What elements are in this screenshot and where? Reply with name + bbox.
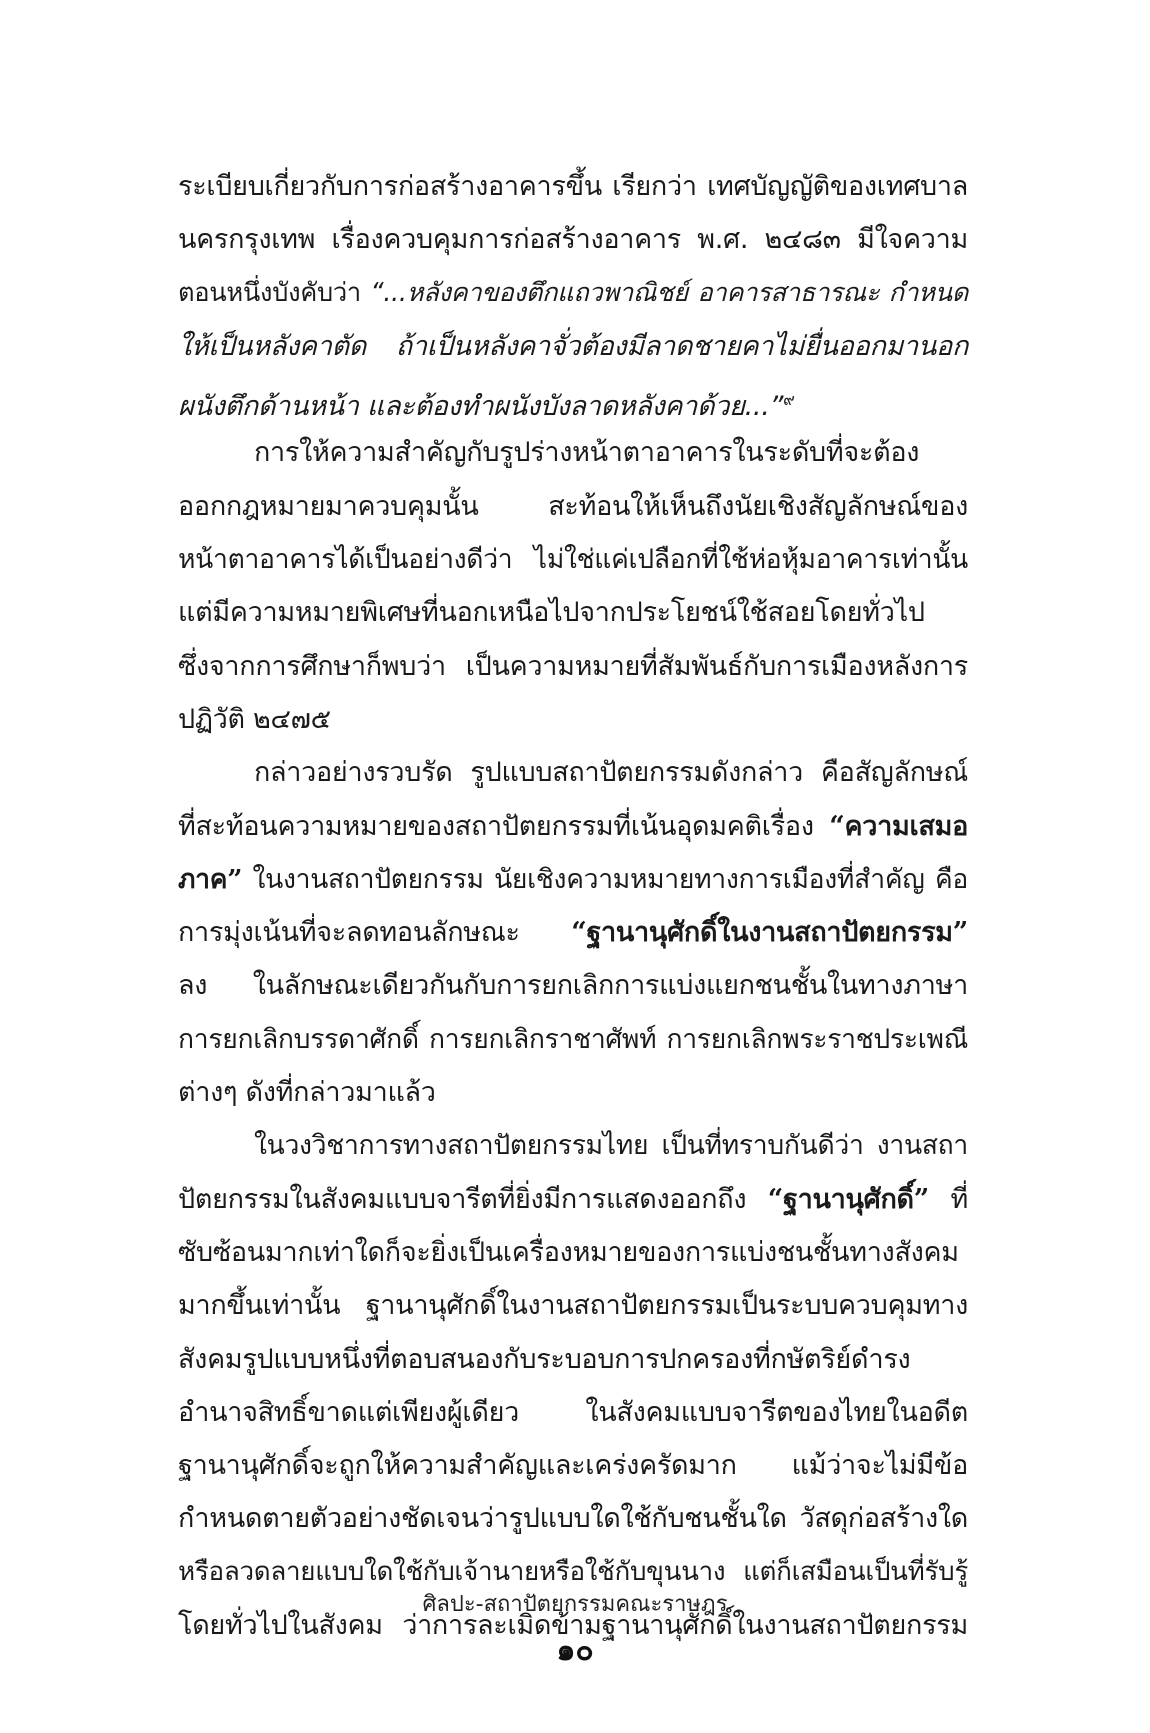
p1-line-4: ให้เป็นหลังคาตัด ถ้าเป็นหลังคาจั่วต้องมีลาดชายคาไม่ยื่นออกมานอก <box>178 330 968 362</box>
p3-line-4-text: การมุ่งเน้นที่จะลดทอนลักษณะ <box>178 917 572 949</box>
p3-line-1: กล่าวอย่างรวบรัด รูปแบบสถาปัตยกรรมดังกล่าว คือสัญลักษณ์ <box>254 757 968 789</box>
p4-line-1: ในวงวิชาการทางสถาปัตยกรรมไทย เป็นที่ทราบกันดีว่า งานสถา <box>254 1130 968 1162</box>
open-quote: “ <box>829 810 845 842</box>
p4-line-8: กำหนดตายตัวอย่างชัดเจนว่ารูปแบบใดใช้กับชนชั้นใด วัสดุก่อสร้างใด <box>178 1503 968 1535</box>
p3-line-3 <box>178 853 968 906</box>
p1-line-3-lead: ตอนหนึ่งบังคับว่า <box>178 277 371 308</box>
p4-line-5: สังคมรูปแบบหนึ่งที่ตอบสนองกับระบอบการปกครองที่กษัตริย์ดำรง <box>178 1343 911 1375</box>
running-footer-book-title: ศิลปะ-สถาปัตยกรรมคณะราษฎร <box>422 1592 728 1617</box>
p4-line-2-text: ปัตยกรรมในสังคมแบบจารีตที่ยิ่งมีการแสดงออกถึง <box>178 1183 768 1215</box>
p4-line-3: ซับซ้อนมากเท่าใดก็จะยิ่งเป็นเครื่องหมายของการแบ่งชนชั้นทางสังคม <box>178 1236 959 1268</box>
quote-end: ผนังตึกด้านหน้า และต้องทำผนังบังลาดหลังคาด้วย...” <box>178 391 784 423</box>
term-hierarchy: ฐานานุศักดิ์ <box>782 1183 914 1215</box>
close-quote: ” <box>227 863 243 895</box>
p2-line-4: แต่มีความหมายพิเศษที่นอกเหนือไปจากประโยชน์ใช้สอยโดยทั่วไป <box>178 597 925 629</box>
p3-line-6: การยกเลิกบรรดาศักดิ์ การยกเลิกราชาศัพท์ การยกเลิกพระราชประเพณี <box>178 1023 968 1055</box>
p4-line-6: อำนาจสิทธิ์ขาดแต่เพียงผู้เดียว ในสังคมแบบจารีตของไทยในอดีต <box>178 1396 968 1428</box>
quote-start: “...หลังคาของตึกแถวพาณิชย์ อาคารสาธารณะ กำหนด <box>370 277 968 308</box>
p4-line-4: มากขึ้นเท่านั้น ฐานานุศักดิ์ในงานสถาปัตยกรรมเป็นระบบควบคุมทาง <box>178 1290 968 1322</box>
close-quote: ” <box>913 1183 929 1215</box>
p2-line-6: ปฏิวัติ ๒๔๗๕ <box>178 703 331 735</box>
open-quote: “ <box>571 917 587 949</box>
p3-line-4 <box>178 906 968 959</box>
body-text <box>178 160 968 1652</box>
term-equality-part2: ภาค <box>178 863 228 895</box>
p1-line-3 <box>178 267 968 320</box>
p3-line-2-text: ที่สะท้อนความหมายของสถาปัตยกรรมที่เน้นอุดมคติเรื่อง <box>178 810 830 842</box>
p3-line-7: ต่างๆ ดังที่กล่าวมาแล้ว <box>178 1077 436 1109</box>
p4-line-9: หรือลวดลายแบบใดใช้กับเจ้านายหรือใช้กับขุนนาง แต่ก็เสมือนเป็นที่รับรู้ <box>178 1556 968 1587</box>
p4-line-7: ฐานานุศักดิ์จะถูกให้ความสำคัญและเคร่งครัดมาก แม้ว่าจะไม่มีข้อ <box>178 1450 968 1482</box>
p2-line-3: หน้าตาอาคารได้เป็นอย่างดีว่า ไม่ใช่แค่เปลือกที่ใช้ห่อหุ้มอาคารเท่านั้น <box>178 544 968 576</box>
p3-line-3-text: ในงานสถาปัตยกรรม นัยเชิงความหมายทางการเมืองที่สำคัญ คือ <box>242 863 968 895</box>
page-number: ๑๐ <box>556 1633 594 1668</box>
term-hierarchy-architecture: ฐานานุศักดิ์ในงานสถาปัตยกรรม <box>586 917 953 949</box>
p4-line-2 <box>178 1173 968 1226</box>
p2-line-1: การให้ความสำคัญกับรูปร่างหน้าตาอาคารในระดับที่จะต้อง <box>254 437 920 469</box>
p1-line-5 <box>178 373 968 426</box>
p3-line-5: ลง ในลักษณะเดียวกันกับการยกเลิกการแบ่งแยกชนชั้นในทางภาษา <box>178 970 968 1002</box>
open-quote: “ <box>767 1183 783 1215</box>
p4-line-2-tail: ที่ <box>928 1183 968 1215</box>
p4-line-10: โดยทั่วไปในสังคม ว่าการละเมิดข้ามฐานานุศักดิ์ในงานสถาปัตยกรรม <box>178 1610 968 1642</box>
p1-line-2: นครกรุงเทพ เรื่องควบคุมการก่อสร้างอาคาร พ.ศ. ๒๔๘๓ มีใจความ <box>178 224 968 256</box>
close-quote: ” <box>952 917 968 949</box>
p2-line-5: ซึ่งจากการศึกษาก็พบว่า เป็นความหมายที่สัมพันธ์กับการเมืองหลังการ <box>178 650 968 682</box>
footnote-mark: ๙ <box>783 390 795 410</box>
p1-line-1: ระเบียบเกี่ยวกับการก่อสร้างอาคารขึ้น เรียกว่า เทศบัญญัติของเทศบาล <box>178 171 968 202</box>
term-equality-part1: ความเสมอ <box>844 810 968 842</box>
p2-line-2: ออกกฎหมายมาควบคุมนั้น สะท้อนให้เห็นถึงนัยเชิงสัญลักษณ์ของ <box>178 490 968 522</box>
p3-line-2 <box>178 800 968 853</box>
